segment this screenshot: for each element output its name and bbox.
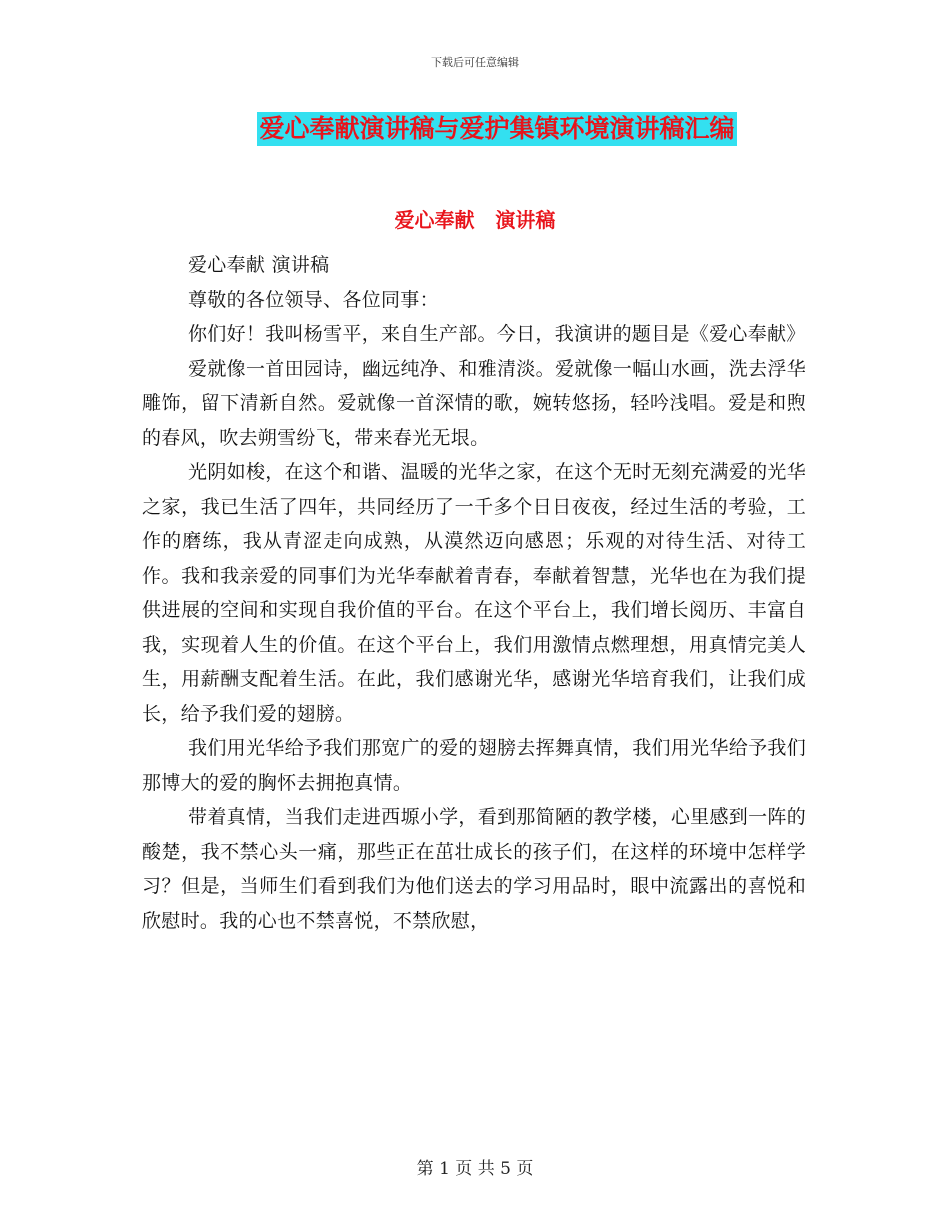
document-body xyxy=(142,248,806,938)
main-title-container xyxy=(0,112,950,146)
paragraph: 爱心奉献 演讲稿 xyxy=(188,254,330,276)
paragraph: 我们用光华给予我们那宽广的爱的翅膀去挥舞真情，我们用光华给予我们那博大的爱的胸怀去拥抱真情。 xyxy=(142,737,806,794)
section-title: 爱心奉献 演讲稿 xyxy=(394,208,556,232)
document-title: 爱心奉献演讲稿与爱护集镇环境演讲稿汇编 xyxy=(257,112,736,146)
paragraph: 尊敬的各位领导、各位同事： xyxy=(188,288,439,311)
paragraph: 光阴如梭，在这个和谐、温暖的光华之家，在这个无时无刻充满爱的光华之家，我已生活了四年，共同经历了一千多个日日夜夜，经过生活的考验，工作的磨练，我从青涩走向成熟，从漠然迈向感恩；乐观的对待生活、对待工作。我和我亲爱的同事们为光华奉献着青春，奉献着智慧，光华也在为我们提供进展的空间和实现自我价值的平台。在这个平台上，我们增长阅历、丰富自我，实现着人生的价值。在这个平台上，我们用激情点燃理想，用真情完美人生，用薪酬支配着生活。在此，我们感谢光华，感谢光华培育我们，让我们成长，给予我们爱的翅膀。 xyxy=(142,461,806,725)
header-note: 下载后可任意编辑 xyxy=(431,56,519,69)
paragraph: 带着真情，当我们走进西塬小学，看到那简陋的教学楼，心里感到一阵的酸楚，我不禁心头一痛，那些正在茁壮成长的孩子们，在这样的环境中怎样学习？但是，当师生们看到我们为他们送去的学习用品时，眼中流露出的喜悦和欣慰时。我的心也不禁喜悦，不禁欣慰， xyxy=(142,806,806,932)
paragraph: 爱就像一首田园诗，幽远纯净、和雅清淡。爱就像一幅山水画，洗去浮华雕饰，留下清新自然。爱就像一首深情的歌，婉转悠扬，轻吟浅唱。爱是和煦的春风，吹去朔雪纷飞，带来春光无垠。 xyxy=(142,357,806,449)
page-footer: 第 1 页 共 5 页 xyxy=(416,1159,534,1179)
paragraph: 你们好！我叫杨雪平，来自生产部。今日，我演讲的题目是《爱心奉献》 xyxy=(188,323,806,345)
